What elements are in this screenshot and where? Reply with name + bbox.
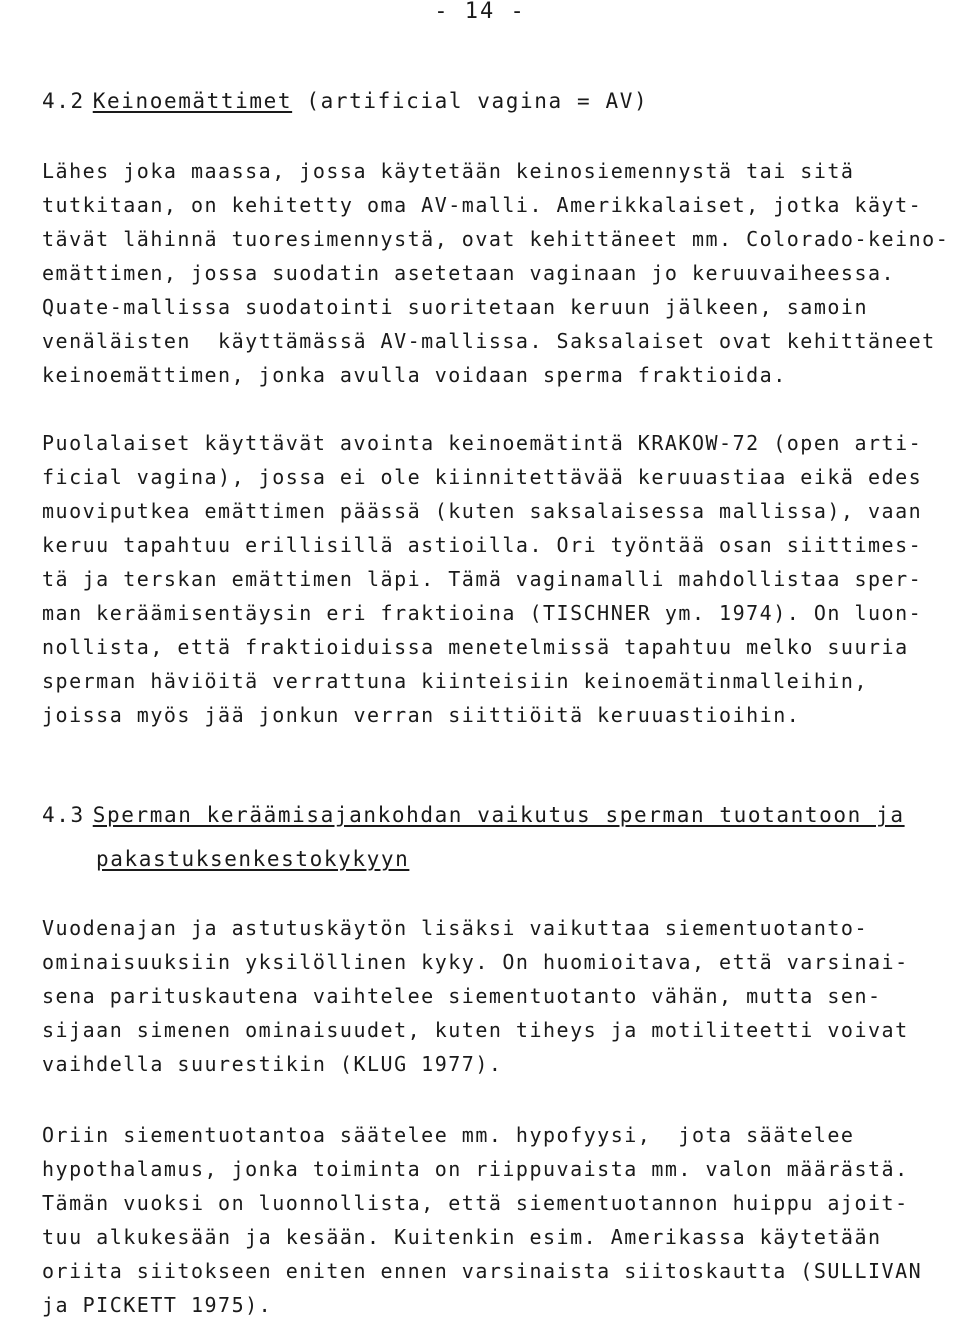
text-line: Tämän vuoksi on luonnollista, että siementuotannon huippu ajoit- bbox=[42, 1191, 909, 1215]
text-line: sena parituskautena vaihtelee siementuotanto vähän, mutta sen- bbox=[42, 984, 882, 1008]
text-line: ja PICKETT 1975). bbox=[42, 1293, 273, 1317]
section-4-2-heading bbox=[42, 86, 648, 116]
text-line: tä ja terskan emättimen läpi. Tämä vaginamalli mahdollistaa sper- bbox=[42, 567, 923, 591]
text-line: oriita siitokseen eniten ennen varsinaista siitoskautta (SULLIVAN bbox=[42, 1259, 923, 1283]
text-line: tutkitaan, on kehitetty oma AV-malli. Amerikkalaiset, jotka käyt- bbox=[42, 193, 923, 217]
text-line: muoviputkea emättimen päässä (kuten saksalaisessa mallissa), vaan bbox=[42, 499, 923, 523]
text-line: vaihdella suurestikin (KLUG 1977). bbox=[42, 1052, 503, 1076]
text-line: emättimen, jossa suodatin asetetaan vaginaan jo keruuvaiheessa. bbox=[42, 261, 896, 285]
text-line: sperman häviöitä verrattuna kiinteisiin keinoemätinmalleihin, bbox=[42, 669, 869, 693]
text-line: man keräämisentäysin eri fraktioina (TISCHNER ym. 1974). On luon- bbox=[42, 601, 923, 625]
text-line: Vuodenajan ja astutuskäytön lisäksi vaikuttaa siementuotanto- bbox=[42, 916, 869, 940]
text-line: sijaan simenen ominaisuudet, kuten tiheys ja motiliteetti voivat bbox=[42, 1018, 909, 1042]
section-4-2-paragraph-1 bbox=[42, 154, 950, 392]
section-4-3-title-line-2: pakastuksenkestokykyyn bbox=[96, 847, 410, 871]
section-4-3-heading-line-1 bbox=[42, 800, 905, 830]
section-4-3-number: 4.3 bbox=[42, 803, 85, 827]
text-line: joissa myös jää jonkun verran siittiöitä keruuastioihin. bbox=[42, 703, 801, 727]
section-4-3-paragraph-2 bbox=[42, 1118, 942, 1322]
text-line: Puolalaiset käyttävät avointa keinoemätintä KRAKOW-72 (open arti- bbox=[42, 431, 923, 455]
section-4-2-paragraph-2 bbox=[42, 426, 942, 732]
section-4-2-title-rest: (artificial vagina = AV) bbox=[292, 89, 649, 113]
text-line: Oriin siementuotantoa säätelee mm. hypofyysi, jota säätelee bbox=[42, 1123, 855, 1147]
text-line: ominaisuuksiin yksilöllinen kyky. On huomioitava, että varsinai- bbox=[42, 950, 909, 974]
text-line: tävät lähinnä tuoresimennystä, ovat kehittäneet mm. Colorado-keino- bbox=[42, 227, 950, 251]
section-4-3-heading-line-2 bbox=[96, 844, 409, 874]
page-number: - 14 - bbox=[434, 0, 526, 24]
section-4-3-title-line-1: Sperman keräämisajankohdan vaikutus sperman tuotantoon ja bbox=[92, 803, 905, 827]
text-line: ficial vagina), jossa ei ole kiinnitettävää keruuastiaa eikä edes bbox=[42, 465, 923, 489]
text-line: nollista, että fraktioiduissa menetelmissä tapahtuu melko suuria bbox=[42, 635, 909, 659]
text-line: keruu tapahtuu erillisillä astioilla. Ori työntää osan siittimes- bbox=[42, 533, 923, 557]
text-line: hypothalamus, jonka toiminta on riippuvaista mm. valon määrästä. bbox=[42, 1157, 909, 1181]
text-line: Lähes joka maassa, jossa käytetään keinosiemennystä tai sitä bbox=[42, 159, 855, 183]
section-4-2-number: 4.2 bbox=[42, 89, 85, 113]
section-4-2-title-underlined: Keinoemättimet bbox=[92, 89, 293, 113]
text-line: tuu alkukesään ja kesään. Kuitenkin esim. Amerikassa käytetään bbox=[42, 1225, 882, 1249]
text-line: Quate-mallissa suodatointi suoritetaan keruun jälkeen, samoin bbox=[42, 295, 869, 319]
section-4-3-paragraph-1 bbox=[42, 911, 942, 1081]
text-line: venäläisten käyttämässä AV-mallissa. Saksalaiset ovat kehittäneet bbox=[42, 329, 936, 353]
text-line: keinoemättimen, jonka avulla voidaan sperma fraktioida. bbox=[42, 363, 787, 387]
